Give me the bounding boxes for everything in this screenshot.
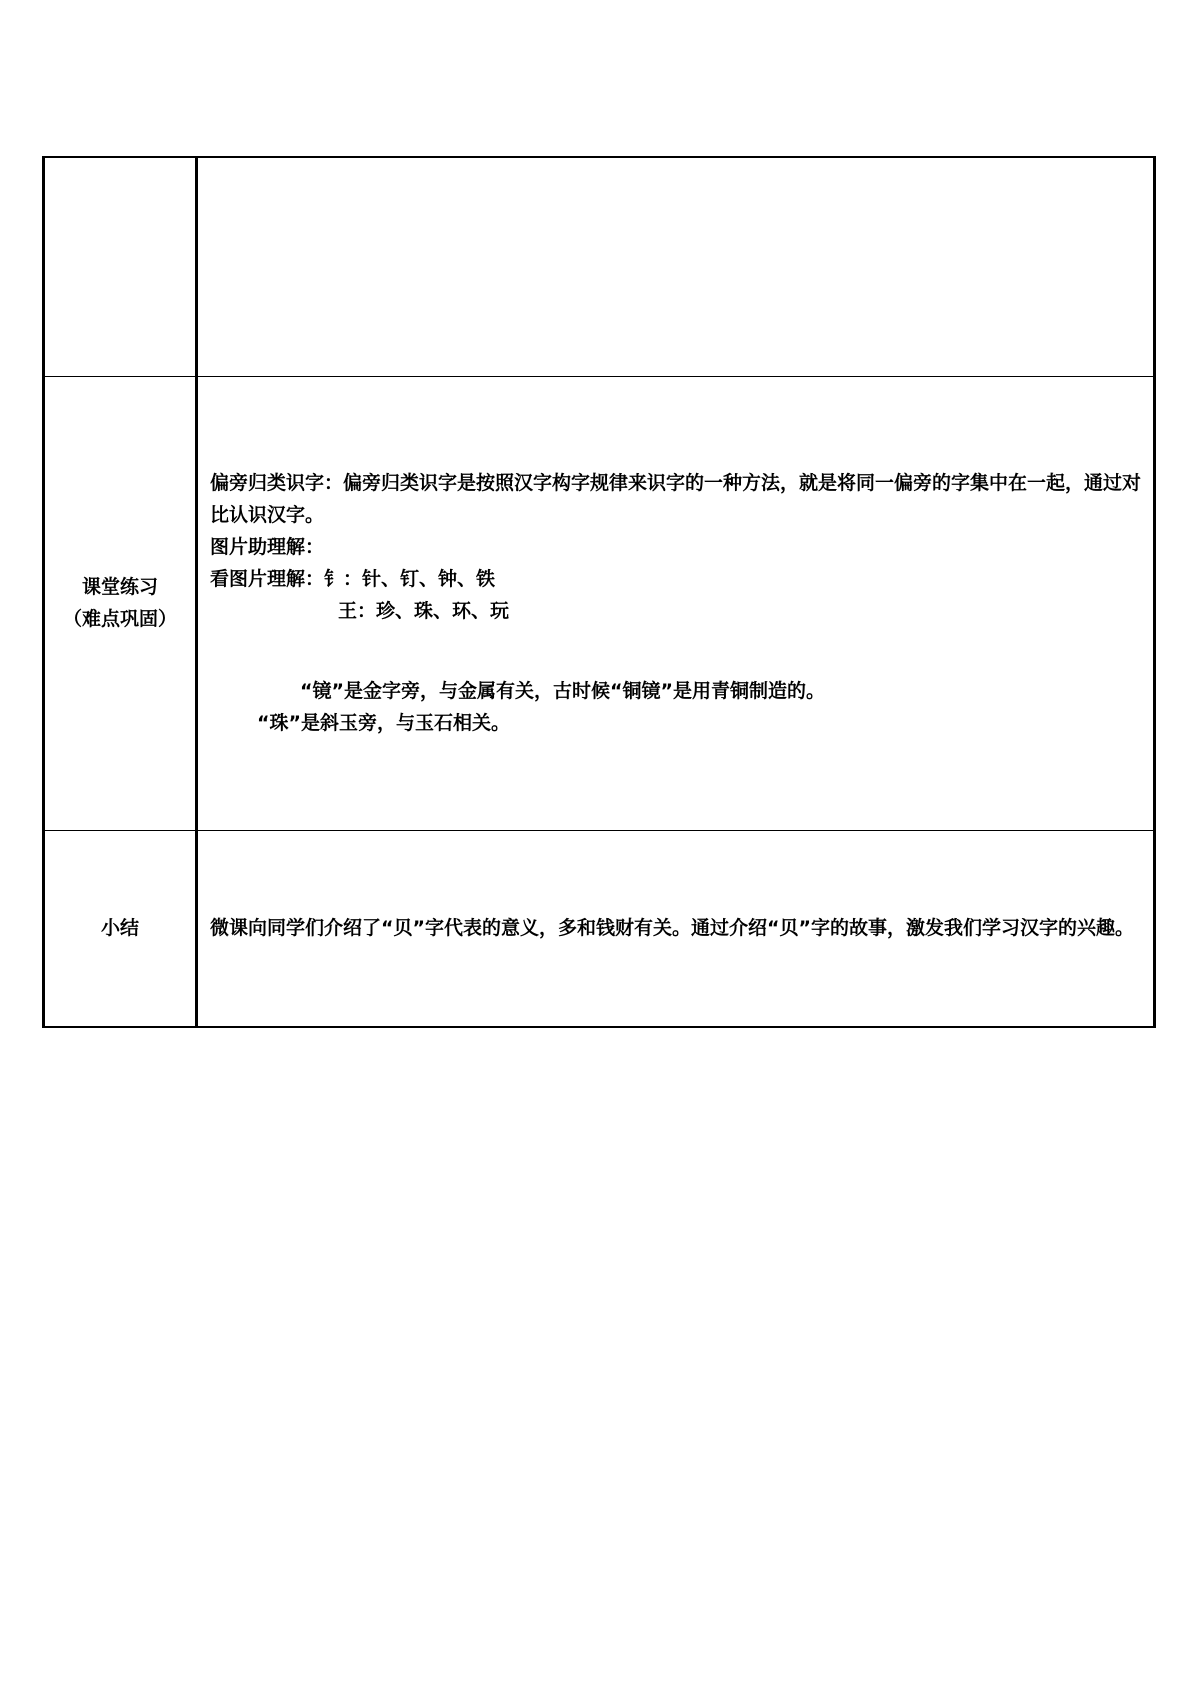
lesson-table: [42, 156, 1156, 1028]
row-label-cell: [44, 157, 197, 376]
picture-help-text: 图片助理解：: [210, 536, 325, 558]
summary-text: 微课向同学们介绍了“贝”字代表的意义，多和钱财有关。通过介绍“贝”字的故事，激发我们学习汉字的兴趣。: [210, 917, 1134, 940]
practice-sublabel: （难点巩固）: [62, 608, 177, 630]
practice-content: [210, 467, 1141, 739]
row-content-cell: [197, 830, 1155, 1027]
spacer: [210, 627, 1141, 675]
row-content-cell: [197, 157, 1155, 376]
summary-label: 小结: [100, 917, 139, 940]
wang-radical-text: 王：珍、珠、环、玩: [338, 600, 510, 622]
row-label-cell: [44, 830, 197, 1027]
table-row-practice: [44, 376, 1155, 830]
radical-intro-text: 偏旁归类识字：偏旁归类识字是按照汉字构字规律来识字的一种方法，就是将同一偏旁的字集中在一起，通过对比认识汉字。: [210, 472, 1142, 526]
table-row-empty: [44, 157, 1155, 376]
pearl-explanation-text: “珠”是斜玉旁，与玉石相关。: [257, 712, 510, 734]
row-content-cell: [197, 376, 1155, 830]
mirror-explanation-text: “镜”是金字旁，与金属有关，古时候“铜镜”是用青铜制造的。: [300, 680, 825, 702]
summary-content: [210, 912, 1141, 944]
picture-understand-text: 看图片理解：钅：针、钉、钟、铁: [210, 568, 496, 590]
practice-label: 课堂练习: [81, 576, 158, 598]
table-row-summary: [44, 830, 1155, 1027]
row-label-cell: [44, 376, 197, 830]
